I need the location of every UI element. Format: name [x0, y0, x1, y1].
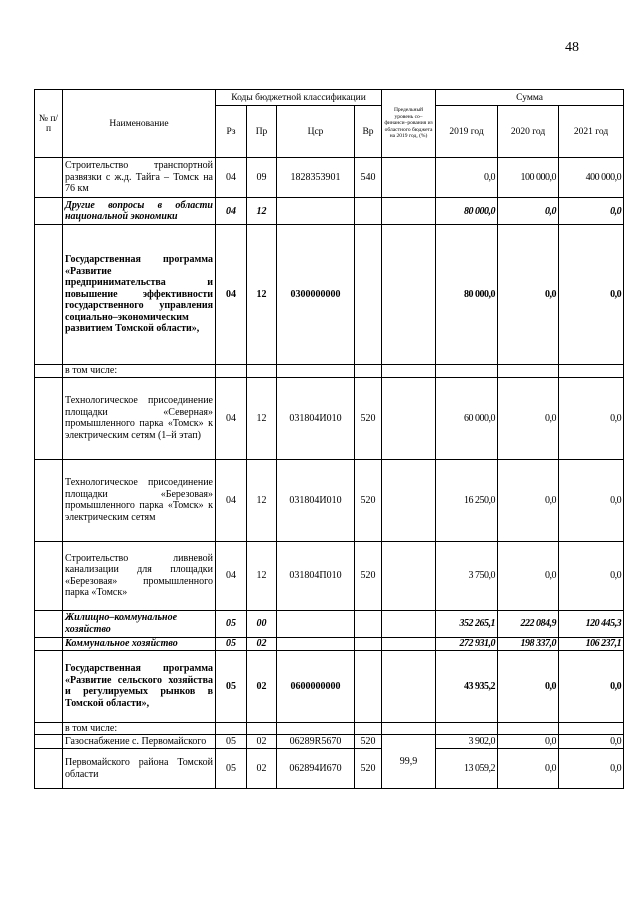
- row-2020: 0,0: [498, 749, 559, 789]
- row-2020: 0,0: [498, 225, 559, 365]
- row-2019: 60 000,0: [436, 377, 498, 459]
- header-sum: Сумма: [436, 90, 624, 106]
- row-rz: 04: [216, 459, 247, 541]
- table-row: [35, 749, 624, 789]
- row-pr: 12: [247, 198, 277, 225]
- row-pr: 12: [247, 377, 277, 459]
- row-2020: 0,0: [498, 459, 559, 541]
- row-vr: [355, 198, 382, 225]
- row-2021: 0,0: [559, 735, 624, 749]
- row-vr: 520: [355, 541, 382, 610]
- row-name: в том числе:: [63, 722, 216, 735]
- row-2020: 0,0: [498, 377, 559, 459]
- row-rz: 05: [216, 735, 247, 749]
- row-csr: 062894И670: [277, 749, 355, 789]
- row-number: [35, 225, 63, 365]
- row-rz: 04: [216, 225, 247, 365]
- row-name: Строительство ливневой канализации для площадки «Березовая» промышленного парка «Томск»: [63, 541, 216, 610]
- row-2019: 43 935,2: [436, 650, 498, 722]
- row-2021: 400 000,0: [559, 158, 624, 198]
- header-no: № п/п: [35, 90, 63, 158]
- row-limit: [382, 610, 436, 637]
- table-row: [35, 722, 624, 735]
- row-name: в том числе:: [63, 365, 216, 378]
- row-2020: 0,0: [498, 198, 559, 225]
- row-csr: 0600000000: [277, 650, 355, 722]
- row-csr: [277, 637, 355, 650]
- row-number: [35, 541, 63, 610]
- row-name: Технологическое присоединение площадки «Северная» промышленного парка «Томск» к электрическим сетям (1–й этап): [63, 377, 216, 459]
- table-row: [35, 735, 624, 749]
- table-row: [35, 377, 624, 459]
- row-2019: 13 059,2: [436, 749, 498, 789]
- table-row: [35, 158, 624, 198]
- row-name: Строительство транспортной развязки с ж.д. Тайга – Томск на 76 км: [63, 158, 216, 198]
- row-name: Государственная программа «Развитие предпринимательства и повышение эффективности государственного управления социально–экономическим развитием Томской области»,: [63, 225, 216, 365]
- row-vr: 540: [355, 158, 382, 198]
- row-rz: 04: [216, 198, 247, 225]
- row-pr: 02: [247, 735, 277, 749]
- row-name: Другие вопросы в области национальной экономики: [63, 198, 216, 225]
- header-2019: 2019 год: [436, 106, 498, 158]
- row-rz: 04: [216, 158, 247, 198]
- row-number: [35, 637, 63, 650]
- header-vr: Вр: [355, 106, 382, 158]
- header-name: Наименование: [63, 90, 216, 158]
- header-codes: Коды бюджетной классификации: [216, 90, 382, 106]
- row-number: [35, 749, 63, 789]
- row-name: Жилищно–коммунальное хозяйство: [63, 610, 216, 637]
- row-number: [35, 158, 63, 198]
- row-2021: 120 445,3: [559, 610, 624, 637]
- row-2019: 3 902,0: [436, 735, 498, 749]
- row-2019: 16 250,0: [436, 459, 498, 541]
- row-csr: 031804И010: [277, 459, 355, 541]
- row-csr: 031804И010: [277, 377, 355, 459]
- row-vr: [355, 225, 382, 365]
- header-2020: 2020 год: [498, 106, 559, 158]
- row-number: [35, 735, 63, 749]
- table-row: [35, 610, 624, 637]
- row-limit: [382, 198, 436, 225]
- row-vr: 520: [355, 735, 382, 749]
- row-2019: 272 931,0: [436, 637, 498, 650]
- row-2021: 0,0: [559, 541, 624, 610]
- row-2020: 0,0: [498, 735, 559, 749]
- row-2021: 0,0: [559, 198, 624, 225]
- row-csr: 0300000000: [277, 225, 355, 365]
- row-csr: 031804П010: [277, 541, 355, 610]
- header-csr: Цср: [277, 106, 355, 158]
- row-2020: 100 000,0: [498, 158, 559, 198]
- row-number: [35, 722, 63, 735]
- row-limit: [382, 459, 436, 541]
- row-2021: 0,0: [559, 225, 624, 365]
- row-limit: [382, 541, 436, 610]
- row-vr: [355, 637, 382, 650]
- row-name: Газоснабжение с. Первомайского: [63, 735, 216, 749]
- row-vr: 520: [355, 377, 382, 459]
- row-number: [35, 459, 63, 541]
- row-2020: 222 084,9: [498, 610, 559, 637]
- row-limit: [382, 377, 436, 459]
- row-pr: 00: [247, 610, 277, 637]
- row-2019: 80 000,0: [436, 198, 498, 225]
- row-2019: 352 265,1: [436, 610, 498, 637]
- row-limit: [382, 637, 436, 650]
- row-number: [35, 365, 63, 378]
- page-number: 48: [565, 40, 579, 55]
- budget-table: [34, 89, 624, 789]
- table-row: [35, 365, 624, 378]
- row-number: [35, 377, 63, 459]
- row-2020: 0,0: [498, 541, 559, 610]
- row-number: [35, 198, 63, 225]
- row-2019: 3 750,0: [436, 541, 498, 610]
- row-pr: 12: [247, 541, 277, 610]
- row-2021: 0,0: [559, 377, 624, 459]
- row-vr: 520: [355, 749, 382, 789]
- row-limit: [382, 158, 436, 198]
- row-2021: 106 237,1: [559, 637, 624, 650]
- row-limit: [382, 650, 436, 722]
- header-2021: 2021 год: [559, 106, 624, 158]
- row-csr: [277, 198, 355, 225]
- row-csr: 06289R5670: [277, 735, 355, 749]
- row-rz: 05: [216, 749, 247, 789]
- row-rz: 05: [216, 637, 247, 650]
- header-limit: Предельный уровень со–финанси–рования из областного бюджета на 2019 год, (%): [382, 90, 436, 158]
- row-2021: 0,0: [559, 459, 624, 541]
- row-pr: 12: [247, 459, 277, 541]
- row-2020: 0,0: [498, 650, 559, 722]
- row-pr: 12: [247, 225, 277, 365]
- header-rz: Рз: [216, 106, 247, 158]
- row-number: [35, 610, 63, 637]
- row-limit: [382, 225, 436, 365]
- row-name: Государственная программа «Развитие сельского хозяйства и регулируемых рынков в Томской области»,: [63, 650, 216, 722]
- row-name: Коммунальное хозяйство: [63, 637, 216, 650]
- row-2019: 0,0: [436, 158, 498, 198]
- row-2021: 0,0: [559, 650, 624, 722]
- row-limit: 99,9: [382, 735, 436, 789]
- table-row: [35, 650, 624, 722]
- row-csr: [277, 610, 355, 637]
- row-rz: 04: [216, 541, 247, 610]
- table-row: [35, 459, 624, 541]
- table-row: [35, 541, 624, 610]
- row-pr: 02: [247, 637, 277, 650]
- row-csr: 1828353901: [277, 158, 355, 198]
- table-row: [35, 198, 624, 225]
- row-rz: 05: [216, 650, 247, 722]
- row-number: [35, 650, 63, 722]
- table-row: [35, 637, 624, 650]
- row-pr: 02: [247, 650, 277, 722]
- row-pr: 02: [247, 749, 277, 789]
- row-name: Технологическое присоединение площадки «Березовая» промышленного парка «Томск» к электрическим сетям: [63, 459, 216, 541]
- row-name: Первомайского района Томской области: [63, 749, 216, 789]
- row-rz: 04: [216, 377, 247, 459]
- row-vr: [355, 610, 382, 637]
- table-row: [35, 225, 624, 365]
- row-2021: 0,0: [559, 749, 624, 789]
- row-vr: 520: [355, 459, 382, 541]
- header-pr: Пр: [247, 106, 277, 158]
- row-pr: 09: [247, 158, 277, 198]
- row-2019: 80 000,0: [436, 225, 498, 365]
- row-vr: [355, 650, 382, 722]
- row-2020: 198 337,0: [498, 637, 559, 650]
- row-rz: 05: [216, 610, 247, 637]
